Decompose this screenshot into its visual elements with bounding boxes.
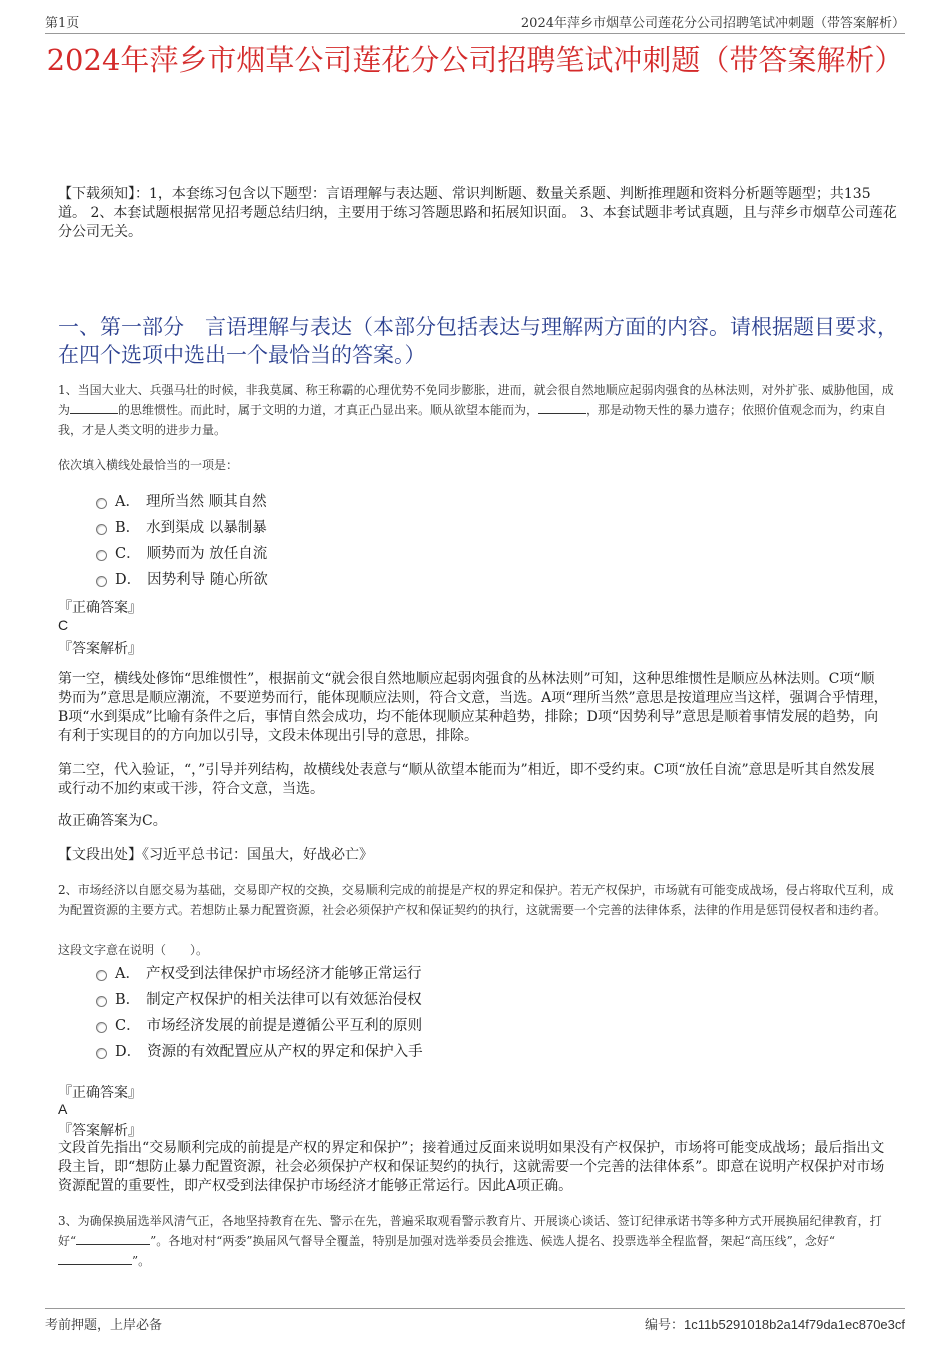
q2-option-c[interactable] — [96, 1014, 422, 1035]
question-2-text: 2、市场经济以自愿交易为基础，交易即产权的交换，交易顺利完成的前提是产权的界定和保护。若无产权保护，市场就有可能变成战场，侵占将取代互利，成为配置资源的主要方式。若想防止暴力配置资源，社会必须保护产权和保证契约的执行，这就需要一个完善的法律体系，法律的作用是惩罚侵权者和违约者。 — [58, 883, 894, 917]
question-1-text — [58, 380, 898, 440]
q3-text-part: ”。 — [132, 1254, 151, 1268]
q1-source: 【文段出处】《习近平总书记：国虽大，好战必亡》 — [58, 847, 373, 863]
radio-icon[interactable] — [96, 1048, 107, 1059]
radio-icon[interactable] — [96, 498, 107, 509]
question-3-text — [58, 1211, 898, 1271]
q1-text-part: 1、当国大业大、兵强马壮的时候，非我莫属、称王称霸的心理优势不免同步膨胀，进而，就会很自然地顺应起弱肉强食的丛林法则，对外扩张、威胁他国，成为 — [58, 383, 894, 417]
q2-analysis: 文段首先指出“交易顺利完成的前提是产权的界定和保护”；接着通过反面来说明如果没有产权保护，市场将可能变成战场；最后指出文段主旨，即“想防止暴力配置资源，社会必须保护产权和保证契约的执行，这就需要一个完善的法律体系”。即意在说明产权保护对市场资源配置的重要性，即产权受到法律保护市场经济才能够正常运行。因此A项正确。 — [58, 1140, 885, 1194]
radio-icon[interactable] — [96, 550, 107, 561]
download-notice: 【下载须知】：1，本套练习包含以下题型：言语理解与表达题、常识判断题、数量关系题、判断推理题和资料分析题等题型；共135道。 2、本套试题根据常见招考题总结归纳，主要用于练习答题思路和拓展知识面。 3、本套试题非考试真题，且与萍乡市烟草公司莲花分公司无关。 — [58, 186, 897, 240]
radio-icon[interactable] — [96, 996, 107, 1007]
q1-option-d[interactable] — [96, 568, 268, 589]
q1-conclusion: 故正确答案为C。 — [58, 813, 167, 829]
option-text: 市场经济发展的前提是遵循公平互利的原则 — [146, 1018, 423, 1034]
option-letter: B． — [115, 520, 141, 536]
footer-divider — [45, 1308, 905, 1309]
header-doc-title: 2024年萍乡市烟草公司莲花分公司招聘笔试冲刺题（带答案解析） — [520, 16, 905, 31]
option-text: 产权受到法律保护市场经济才能够正常运行 — [145, 966, 422, 982]
footer-slogan: 考前押题，上岸必备 — [45, 1318, 163, 1333]
radio-icon[interactable] — [96, 524, 107, 535]
option-text: 理所当然 顺其自然 — [145, 494, 267, 510]
q2-answer-label: 『正确答案』 — [58, 1085, 142, 1101]
q2-answer: A — [58, 1101, 68, 1117]
option-letter: D． — [115, 1044, 142, 1060]
footer-code-label: 编号： — [645, 1318, 685, 1333]
question-2-prompt: 这段文字意在说明（ ）。 — [58, 943, 209, 957]
option-text: 因势利导 随心所欲 — [147, 572, 268, 588]
option-letter: C． — [115, 546, 141, 562]
page-number: 第1页 — [45, 16, 80, 31]
page-title: 2024年萍乡市烟草公司莲花分公司招聘笔试冲刺题（带答案解析） — [46, 43, 904, 77]
option-letter: C． — [115, 1018, 141, 1034]
q1-analysis-1: 第一空，横线处修饰“思维惯性”，根据前文“就会很自然地顺应起弱肉强食的丛林法则”可知，这种思维惯性是顺应丛林法则。C项“顺势而为”意思是顺应潮流，不要逆势而行，能体现顺应法则，符合文意，当选。A项“理所当然”意思是按道理应当这样，强调合乎情理，B项“水到渠成”比喻有条件之后，事情自然会成功，均不能体现顺应某种趋势，排除；D项“因势利导”意思是顺着事情发展的趋势，向有利于实现目的的方向加以引导，文段未体现出引导的意思，排除。 — [58, 671, 888, 744]
q1-answer-label: 『正确答案』 — [58, 600, 142, 616]
footer-code — [645, 1314, 905, 1333]
section-heading: 一、第一部分 言语理解与表达（本部分包括表达与理解两方面的内容。请根据题目要求，在四个选项中选出一个最恰当的答案。） — [58, 315, 898, 367]
option-letter: A． — [115, 966, 140, 982]
fill-blank — [70, 401, 118, 414]
option-text: 制定产权保护的相关法律可以有效惩治侵权 — [146, 992, 422, 1008]
q1-text-part: 的思维惯性。而此时，属于文明的力道，才真正凸显出来。顺从欲望本能而为， — [118, 403, 539, 417]
option-text: 水到渠成 以暴制暴 — [146, 520, 267, 536]
q1-option-b[interactable] — [96, 516, 267, 537]
q1-answer: C — [58, 617, 69, 633]
header-divider — [45, 33, 905, 34]
radio-icon[interactable] — [96, 970, 107, 981]
q2-option-d[interactable] — [96, 1040, 423, 1061]
fill-blank — [538, 401, 586, 414]
option-letter: B． — [115, 992, 141, 1008]
q2-option-b[interactable] — [96, 988, 422, 1009]
q1-option-c[interactable] — [96, 542, 267, 563]
q3-text-part: ”。各地对村“两委”换届风气督导全覆盖，特别是加强对选举委员会推选、候选人提名、投票选举全程监督，架起“高压线”，念好“ — [150, 1234, 835, 1248]
q3-text-part: 3、为确保换届选举风清气正，各地坚持教育在先、警示在先，普遍采取观看警示教育片、开展谈心谈话、签订纪律承诺书等多种方式开展换届纪律教育，打好“ — [58, 1214, 882, 1248]
option-letter: A． — [115, 494, 140, 510]
fill-blank — [76, 1232, 150, 1245]
footer-code-value: 1c11b5291018b2a14f79da1ec870e3cf — [684, 1317, 905, 1332]
q1-text-part: ，那是动物天性的暴力遗存；依照价值观念而为，约束自我，才是人类文明的进步力量。 — [58, 403, 887, 437]
q2-analysis-label: 『答案解析』 — [58, 1123, 142, 1139]
option-text: 资源的有效配置应从产权的界定和保护入手 — [147, 1044, 423, 1060]
q2-option-a[interactable] — [96, 962, 421, 983]
question-1-prompt: 依次填入横线处最恰当的一项是： — [58, 458, 239, 472]
fill-blank — [58, 1252, 132, 1265]
q1-analysis-2: 第二空，代入验证，“，”引导并列结构，故横线处表意与“顺从欲望本能而为”相近，即不受约束。C项“放任自流”意思是听其自然发展或行动不加约束或干涉，符合文意，当选。 — [58, 762, 875, 797]
radio-icon[interactable] — [96, 576, 107, 587]
q1-option-a[interactable] — [96, 490, 267, 511]
option-text: 顺势而为 放任自流 — [146, 546, 268, 562]
q1-analysis-label: 『答案解析』 — [58, 641, 142, 657]
option-letter: D． — [115, 572, 142, 588]
radio-icon[interactable] — [96, 1022, 107, 1033]
